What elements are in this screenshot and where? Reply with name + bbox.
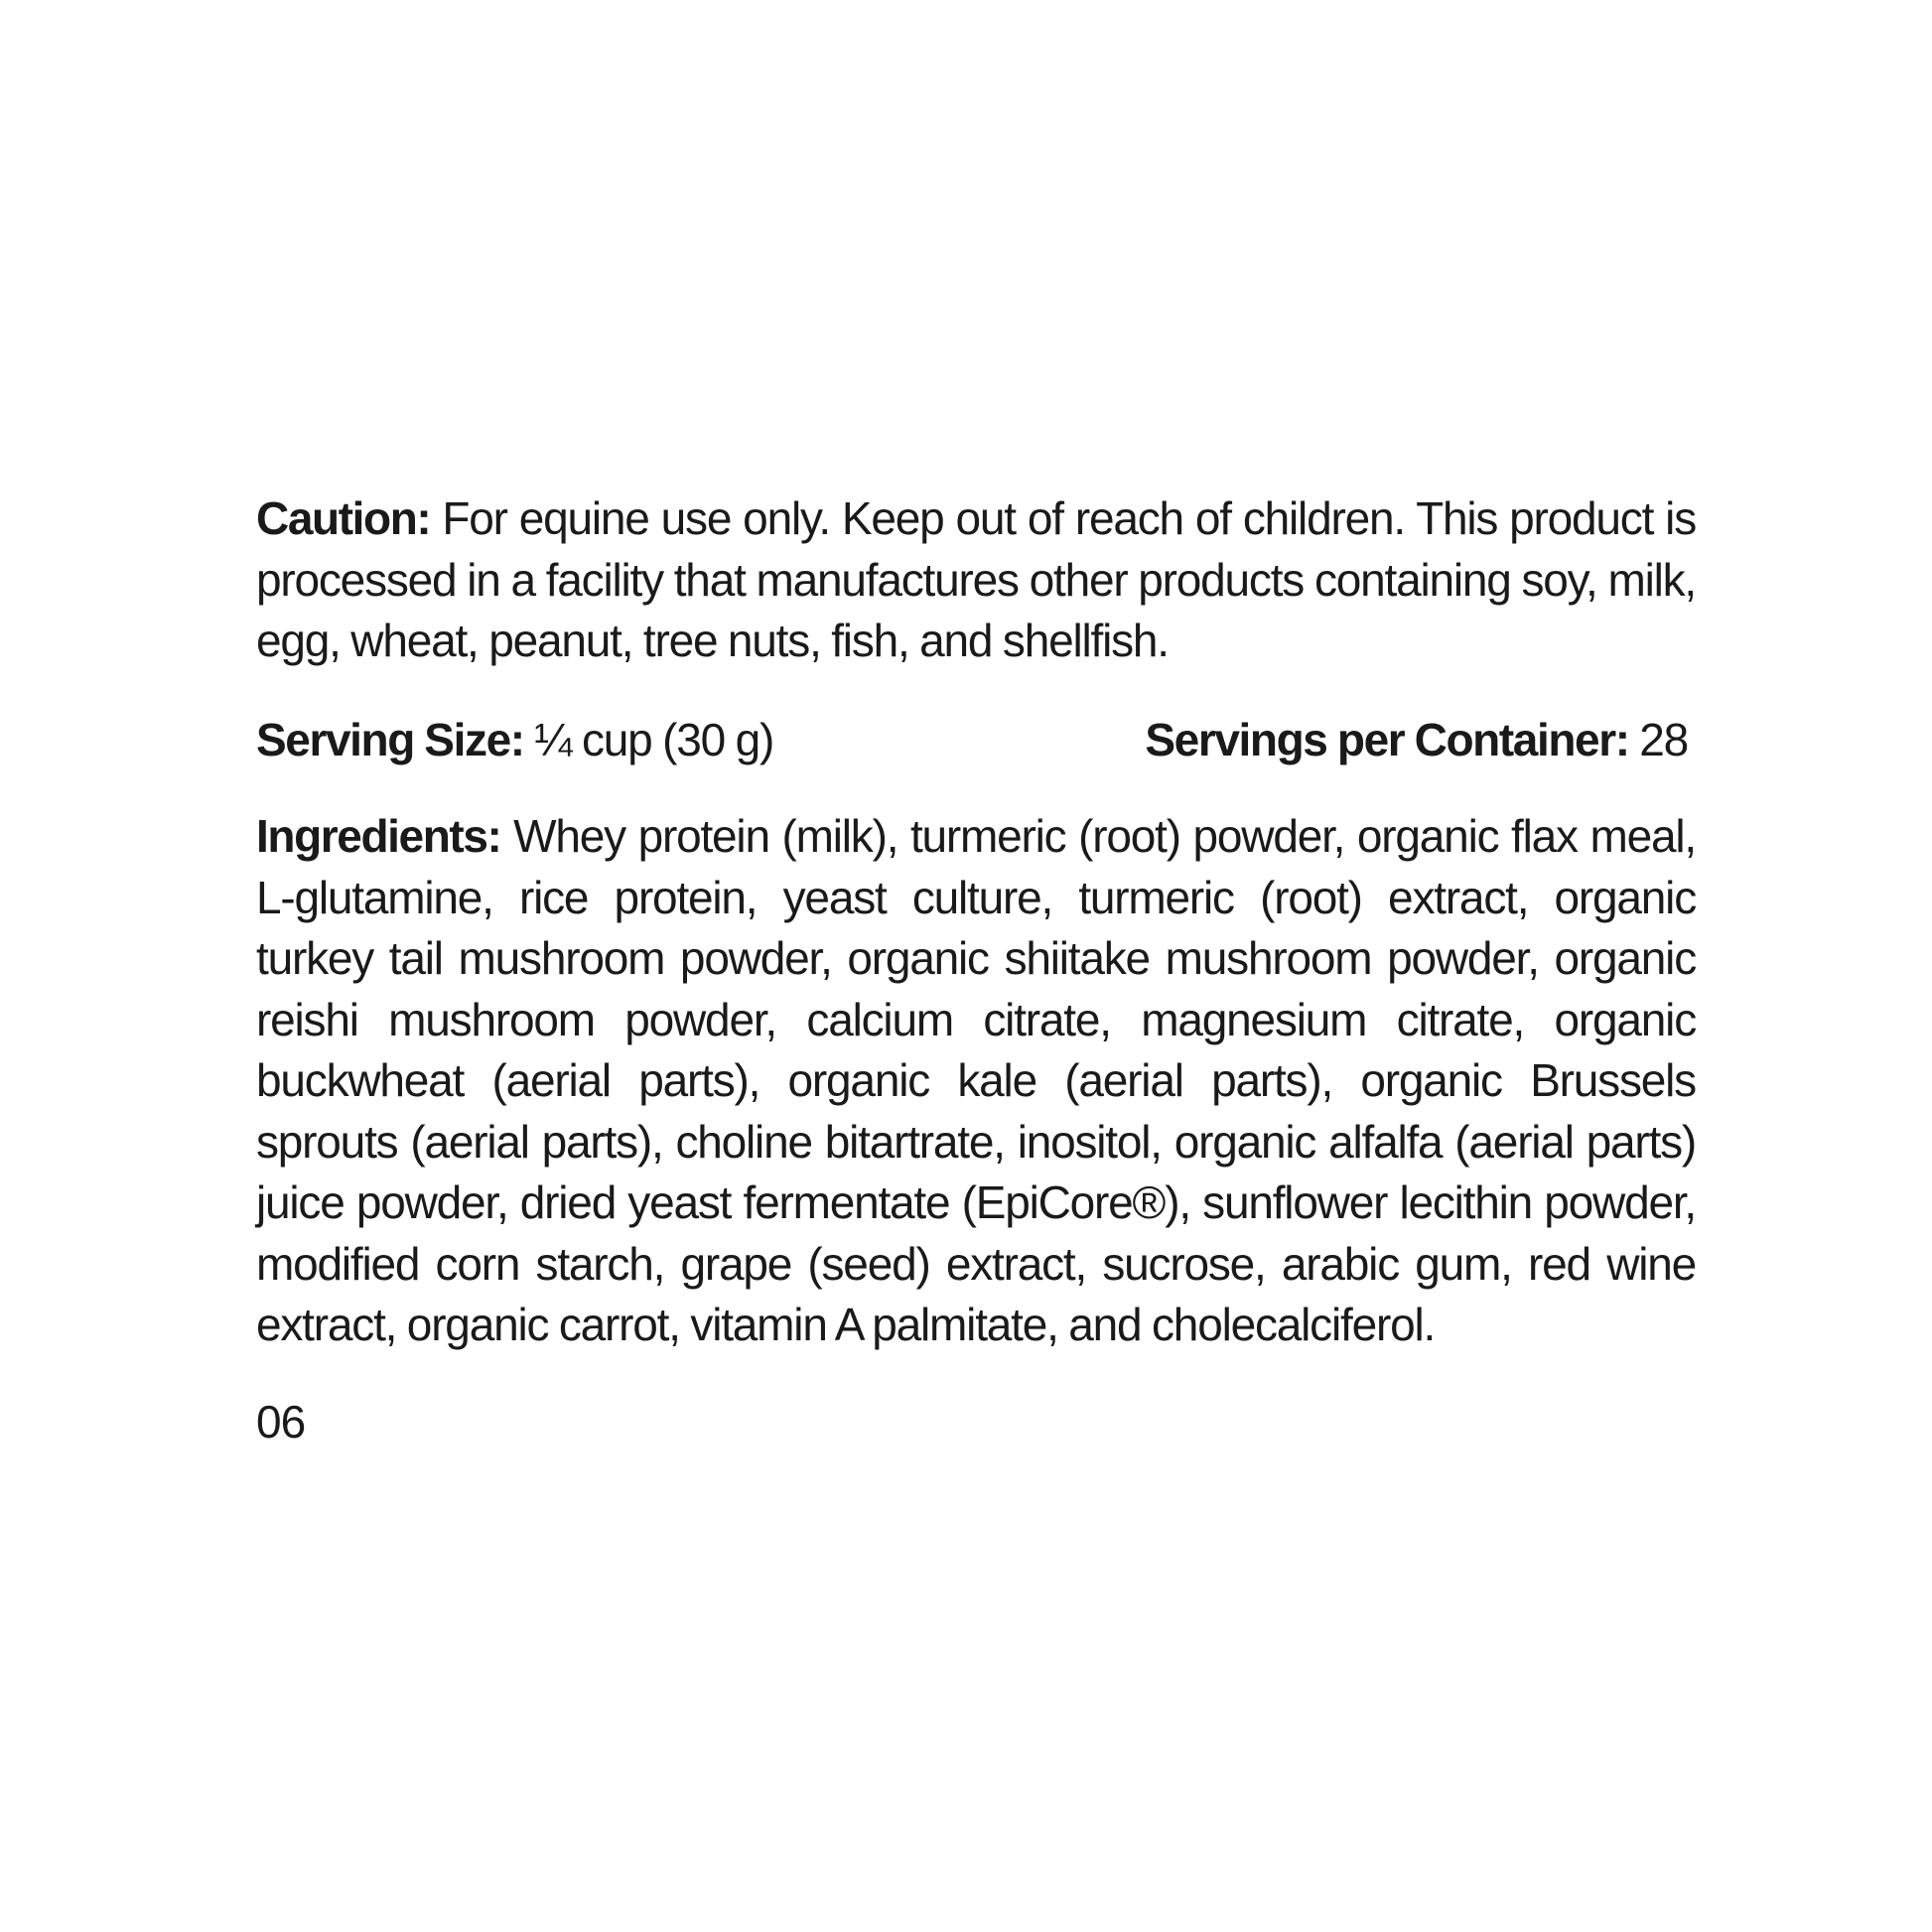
serving-info-row: [256, 710, 1688, 771]
lot-code: 06: [256, 1395, 306, 1448]
serving-size-value: ¼ cup (30 g): [523, 713, 774, 765]
caution-statement: [256, 488, 1696, 672]
supplement-label-panel: [256, 488, 1696, 1452]
serving-size-label: Serving Size:: [256, 713, 524, 765]
ingredients-label: Ingredients:: [256, 810, 501, 862]
servings-per-container: [1145, 710, 1688, 771]
servings-per-container-value: 28: [1628, 713, 1688, 765]
ingredients-statement: [256, 806, 1696, 1356]
caution-label: Caution:: [256, 492, 431, 544]
ingredients-text: Whey protein (milk), turmeric (root) powder, organic flax meal, L-glutamine, rice protein, yeast culture, turmeric (root) extract, organic turkey tail mushroom powder, organic shiitake mushroom powder, organic reishi mushroom powder, calcium citrate, magnesium citrate, organic buckwheat (aerial parts), organic kale (aerial parts), organic Brussels sprouts (aerial parts), choline bitartrate, inositol, organic alfalfa (aerial parts) juice powder, dried yeast fermentate (EpiCore®), sunflower lecithin powder, modified corn starch, grape (seed) extract, sucrose, arabic gum, red wine extract, organic carrot, vitamin A palmitate, and cholecalciferol.: [256, 810, 1696, 1350]
caution-text: For equine use only. Keep out of reach of children. This product is processed in a facility that manufactures other products containing soy, milk, egg, wheat, peanut, tree nuts, fish, and shellfish.: [256, 492, 1696, 666]
serving-size: [256, 710, 773, 771]
servings-per-container-label: Servings per Container:: [1145, 713, 1629, 765]
